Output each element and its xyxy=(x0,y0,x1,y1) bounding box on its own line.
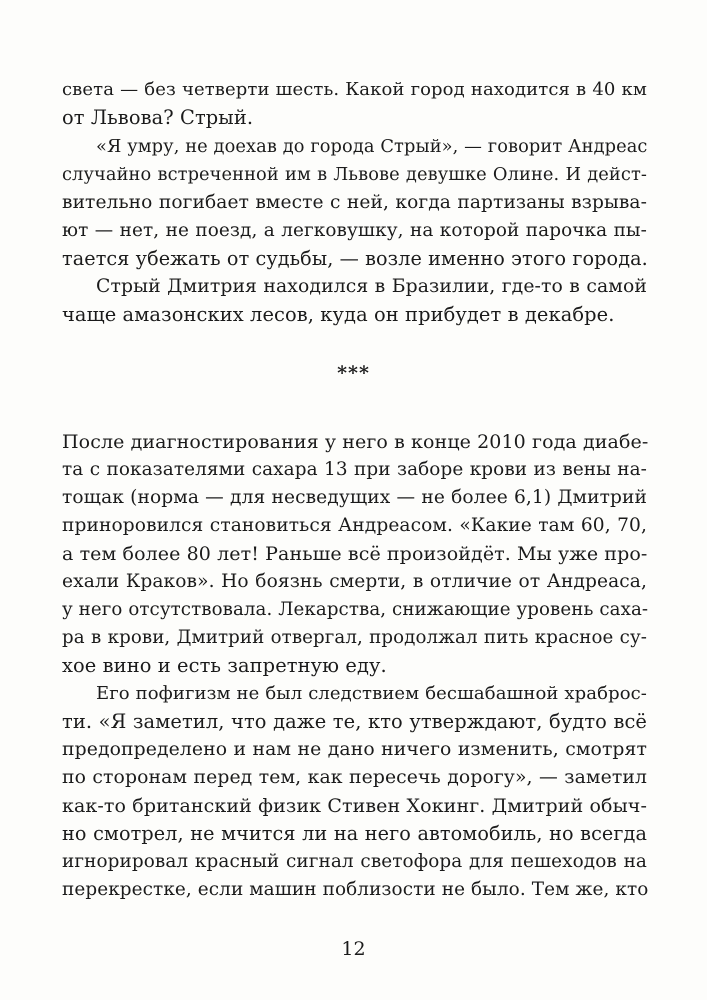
text-line: хое вино и есть запретную еду. xyxy=(62,654,387,677)
text-line: Его пофигизм не был следствием бесшабашной храброс- xyxy=(96,683,647,704)
text-line: предопределено и нам не дано ничего изменить, смотрят xyxy=(62,739,647,760)
text-line: ют — нет, не поезд, а легковушку, на которой парочка пы- xyxy=(62,220,647,241)
text-line: ра в крови, Дмитрий отвергал, продолжал пить красное су- xyxy=(62,627,647,648)
text-line: После диагностирования у него в конце 2010 года диабе- xyxy=(62,431,649,453)
text-line: ехали Краков». Но боязнь смерти, в отличие от Андреаса, xyxy=(62,571,647,592)
text-line: чаще амазонских лесов, куда он прибудет в декабре. xyxy=(62,303,615,326)
text-line: тается убежать от судьбы, — возле именно этого города. xyxy=(62,247,648,270)
text-line: случайно встреченной им в Львове девушке Олине. И дейст- xyxy=(62,164,647,185)
text-line: «Я умру, не доехав до города Стрый», — говорит Андреас xyxy=(96,136,648,157)
text-line: тощак (норма — для несведущих — не более 6,1) Дмитрий xyxy=(62,487,647,508)
text-line: от Львова? Стрый. xyxy=(62,106,254,129)
text-line: игнорировал красный сигнал светофора для пешеходов на xyxy=(62,851,647,872)
text-line: ти. «Я заметил, что даже те, кто утверждают, будто всё xyxy=(62,710,647,733)
text-line: но смотрел, не мчится ли на него автомобиль, но всегда xyxy=(62,822,647,845)
text-line: света — без четверти шесть. Какой город находится в 40 км xyxy=(62,79,647,100)
text-line: вительно погибает вместе с ней, когда партизаны взрыва- xyxy=(62,192,647,213)
text-line: приноровился становиться Андреасом. «Какие там 60, 70, xyxy=(62,515,647,536)
text-line: та с показателями сахара 13 при заборе крови из вены на- xyxy=(62,459,647,480)
text-line: Стрый Дмитрия находился в Бразилии, где-то в самой xyxy=(96,276,647,297)
text-line: а тем более 80 лет! Раньше всё произойдёт. Мы уже про- xyxy=(62,543,648,565)
text-line: как-то британский физик Стивен Хокинг. Дмитрий обыч- xyxy=(62,795,647,817)
page-number: 12 xyxy=(341,938,366,960)
section-separator: *** xyxy=(337,362,370,384)
text-line: по сторонам перед тем, как пересечь дорогу», — заметил xyxy=(62,767,647,788)
text-line: у него отсутствовала. Лекарства, снижающие уровень саха- xyxy=(62,599,649,620)
text-line: перекрестке, если машин поблизости не было. Тем же, кто xyxy=(62,879,649,900)
